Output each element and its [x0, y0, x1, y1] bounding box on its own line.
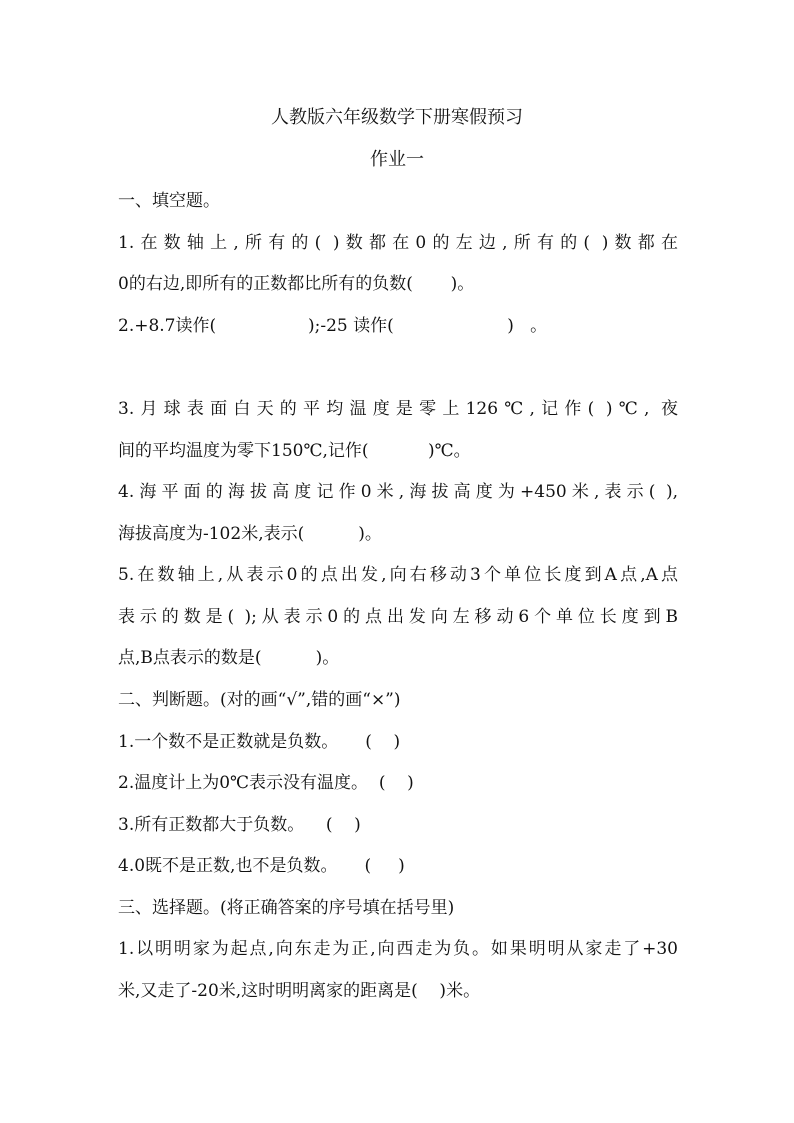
fill-question-5-line-3: 点,B点表示的数是( )。 — [118, 648, 340, 668]
section-2-heading: 二、判断题。(对的画“√”,错的画“×”) — [118, 690, 401, 710]
section-3-heading: 三、选择题。(将正确答案的序号填在括号里) — [118, 898, 455, 918]
page-title: 人教版六年级数学下册寒假预习 — [271, 107, 523, 128]
fill-question-2: 2.+8.7读作( );-25 读作( ) 。 — [118, 316, 548, 336]
judge-question-1: 1.一个数不是正数就是负数。 ( ) — [118, 732, 401, 752]
fill-question-5-line-2: 表示的数是( );从表示0的点出发向左移动6个单位长度到B — [118, 607, 678, 627]
fill-question-4-line-2: 海拔高度为-102米,表示( )。 — [118, 524, 382, 544]
section-1-heading: 一、填空题。 — [118, 191, 220, 211]
fill-question-4-line-1: 4.海平面的海拔高度记作0米,海拔高度为+450米,表示( ), — [118, 482, 678, 502]
judge-question-3: 3.所有正数都大于负数。 ( ) — [118, 815, 361, 835]
fill-question-1-line-1: 1.在数轴上,所有的( )数都在0的左边,所有的( )数都在 — [118, 233, 678, 253]
judge-question-4: 4.0既不是正数,也不是负数。 ( ) — [118, 856, 405, 876]
fill-question-5-line-1: 5.在数轴上,从表示0的点出发,向右移动3个单位长度到A点,A点 — [118, 565, 678, 585]
choice-question-1-line-1: 1.以明明家为起点,向东走为正,向西走为负。如果明明从家走了+30 — [118, 939, 678, 959]
fill-question-3-line-2: 间的平均温度为零下150℃,记作( )℃。 — [118, 441, 471, 461]
judge-question-2: 2.温度计上为0℃表示没有温度。 ( ) — [118, 773, 414, 793]
fill-question-1-line-2: 0的右边,即所有的正数都比所有的负数( )。 — [118, 274, 475, 294]
choice-question-1-line-2: 米,又走了-20米,这时明明离家的距离是( )米。 — [118, 981, 481, 1001]
fill-question-3-line-1: 3.月球表面白天的平均温度是零上126℃,记作( )℃, 夜 — [118, 399, 678, 419]
page-subtitle: 作业一 — [370, 149, 424, 170]
